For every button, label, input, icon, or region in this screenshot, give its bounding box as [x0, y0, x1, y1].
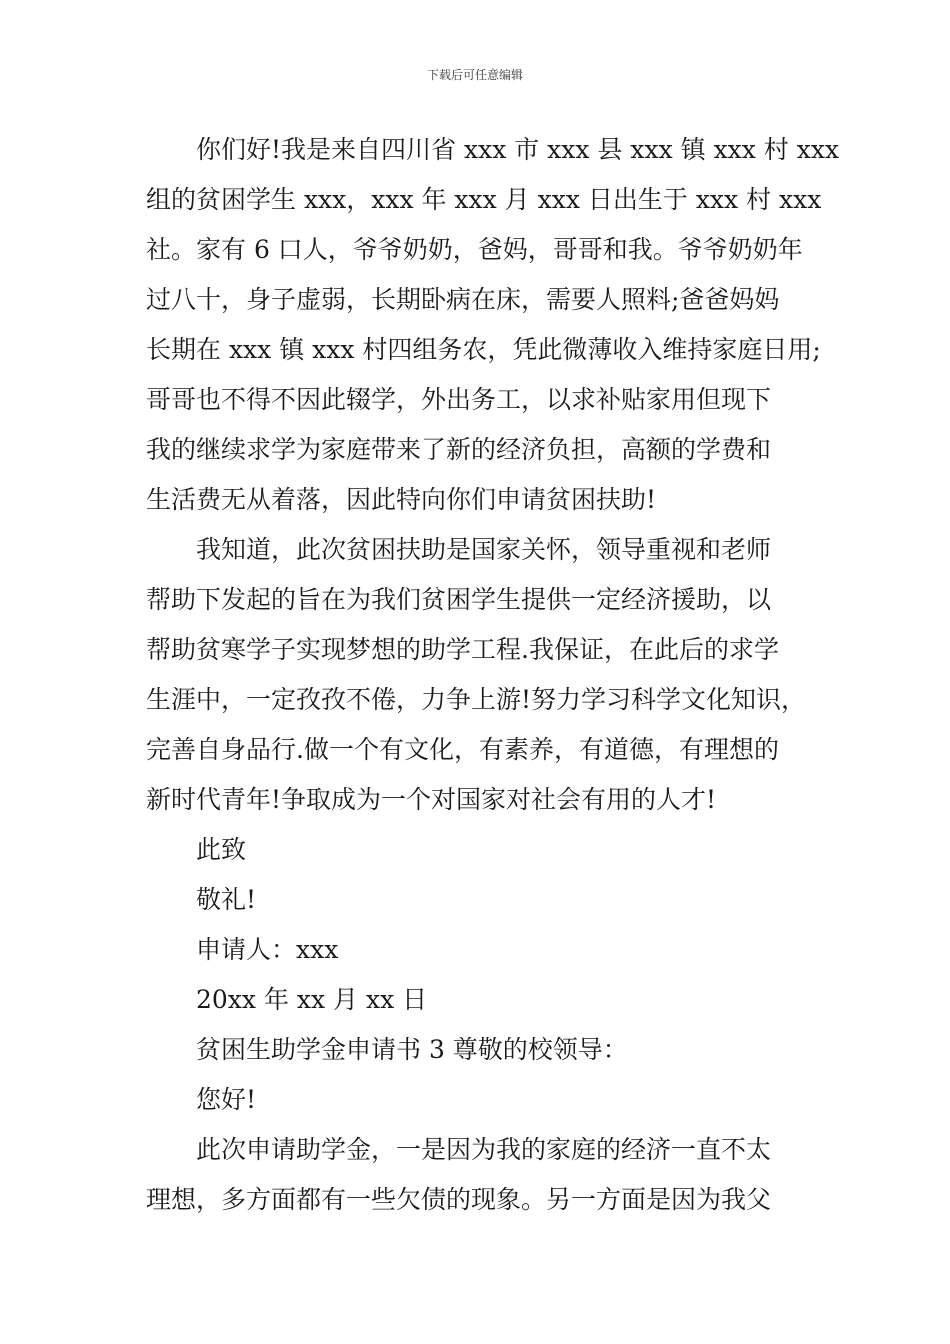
text-line: 你们好!我是来自四川省 xxx 市 xxx 县 xxx 镇 xxx 村 xxx: [196, 135, 840, 164]
applicant-line: 申请人：xxx: [196, 935, 339, 964]
page-header: 下载后可任意编辑: [426, 68, 523, 82]
document-body: [146, 128, 840, 1228]
text-line: 过八十，身子虚弱，长期卧病在床，需要人照料;爸爸妈妈: [146, 285, 780, 314]
text-line: 组的贫困学生 xxx，xxx 年 xxx 月 xxx 日出生于 xxx 村 xxx: [146, 185, 822, 214]
text-line: 生活费无从着落，因此特向你们申请贫困扶助!: [146, 485, 657, 514]
closing-line: 此致: [196, 835, 247, 864]
text-line: 完善自身品行.做一个有文化，有素养，有道德，有理想的: [146, 735, 779, 764]
greeting-line: 您好!: [196, 1085, 257, 1114]
text-line: 哥哥也不得不因此辍学，外出务工，以求补贴家用但现下: [146, 385, 772, 414]
text-line: 此次申请助学金，一是因为我的家庭的经济一直不太: [196, 1135, 772, 1164]
text-line: 生涯中，一定孜孜不倦，力争上游!努力学习科学文化知识，: [146, 685, 807, 714]
text-line: 社。家有 6 口人，爷爷奶奶，爸妈，哥哥和我。爷爷奶奶年: [146, 235, 803, 264]
text-line: 新时代青年!争取成为一个对国家对社会有用的人才!: [146, 785, 717, 814]
text-line: 我知道，此次贫困扶助是国家关怀，领导重视和老师: [196, 535, 772, 564]
text-line: 理想，多方面都有一些欠债的现象。另一方面是因为我父: [146, 1185, 772, 1214]
text-line: 我的继续求学为家庭带来了新的经济负担，高额的学费和: [146, 435, 772, 464]
date-line: 20xx 年 xx 月 xx 日: [196, 985, 428, 1014]
text-line: 长期在 xxx 镇 xxx 村四组务农，凭此微薄收入维持家庭日用;: [146, 335, 821, 364]
section-title-line: 贫困生助学金申请书 3 尊敬的校领导：: [196, 1035, 628, 1064]
salutation-line: 敬礼!: [196, 885, 257, 914]
text-line: 帮助贫寒学子实现梦想的助学工程.我保证，在此后的求学: [146, 635, 779, 664]
text-line: 帮助下发起的旨在为我们贫困学生提供一定经济援助，以: [146, 585, 772, 614]
